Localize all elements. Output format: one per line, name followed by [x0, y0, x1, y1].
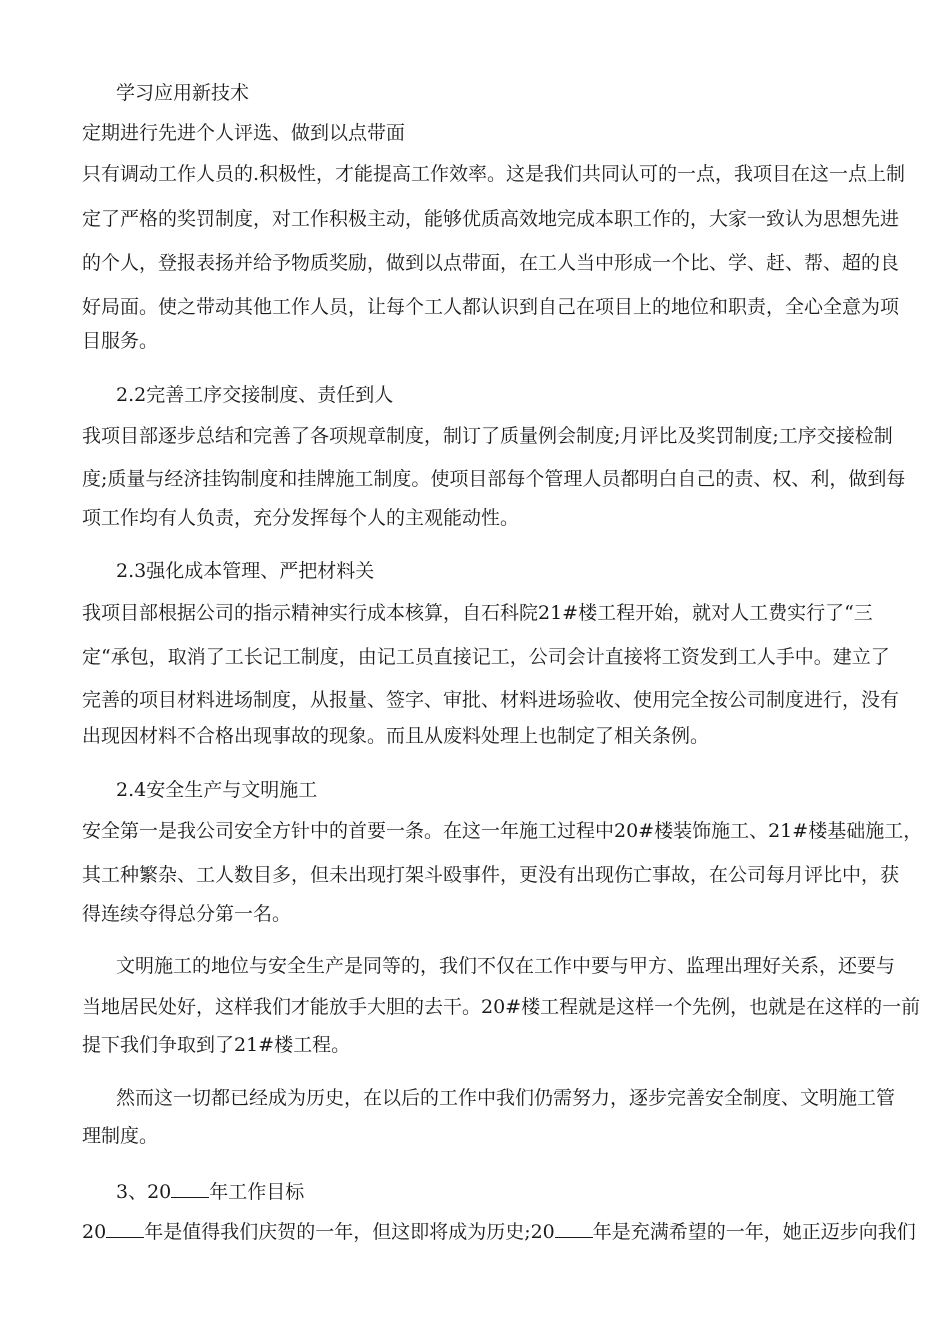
- blank-underline: [106, 1219, 144, 1238]
- para7-part-a: 20: [82, 1221, 107, 1243]
- para1-line5: 目服务。: [82, 330, 159, 352]
- blank-underline: [171, 1179, 209, 1198]
- para4-line1: 安全第一是我公司安全方针中的首要一条。在这一年施工过程中20#楼装饰施工、21#楼基础施工，: [82, 820, 923, 842]
- para5-line2: 当地居民处好，这样我们才能放手大胆的去干。20#楼工程就是这样一个先例，也就是在这样的一前: [82, 996, 921, 1018]
- heading-evaluate: 定期进行先进个人评选、做到以点带面: [82, 122, 406, 144]
- para1-line1: 只有调动工作人员的.积极性，才能提高工作效率。这是我们共同认可的一点，我项目在这一点上制: [82, 163, 906, 185]
- para4-line3: 得连续夺得总分第一名。: [82, 903, 292, 925]
- para1-line3: 的个人，登报表扬并给予物质奖励，做到以点带面，在工人当中形成一个比、学、赶、帮、超的良: [82, 252, 900, 274]
- para5-line1: 文明施工的地位与安全生产是同等的，我们不仅在工作中要与甲方、监理出理好关系，还要与: [116, 955, 896, 977]
- para2-line1: 我项目部逐步总结和完善了各项规章制度，制订了质量例会制度;月评比及奖罚制度;工序交接检制: [82, 425, 893, 447]
- heading-3-prefix: 3、20: [116, 1181, 172, 1203]
- para2-line3: 项工作均有人负责，充分发挥每个人的主观能动性。: [82, 507, 520, 529]
- para6-line2: 理制度。: [82, 1125, 159, 1147]
- heading-2-2: 2.2完善工序交接制度、责任到人: [116, 384, 394, 406]
- para7-part-c: 年是充满希望的一年，她正迈步向我们: [592, 1221, 916, 1243]
- heading-2-3: 2.3强化成本管理、严把材料关: [116, 560, 375, 582]
- para1-line4: 好局面。使之带动其他工作人员，让每个工人都认识到自己在项目上的地位和职责，全心全意为项: [82, 296, 900, 318]
- para7-part-b: 年是值得我们庆贺的一年，但这即将成为历史;20: [144, 1221, 555, 1243]
- heading-2-4: 2.4安全生产与文明施工: [116, 779, 318, 801]
- para5-line3: 提下我们争取到了21#楼工程。: [82, 1034, 351, 1056]
- para3-line2: 定“承包，取消了工长记工制度，由记工员直接记工，公司会计直接将工资发到工人手中。建立了: [82, 646, 890, 668]
- para2-line2: 度;质量与经济挂钩制度和挂牌施工制度。使项目部每个管理人员都明白自己的责、权、利，做到每: [82, 468, 906, 490]
- para3-line1: 我项目部根据公司的指示精神实行成本核算，自石科院21#楼工程开始，就对人工费实行了“三: [82, 602, 873, 624]
- para3-line4: 出现因材料不合格出现事故的现象。而且从废料处理上也制定了相关条例。: [82, 725, 710, 747]
- para4-line2: 其工种繁杂、工人数目多，但未出现打架斗殴事件，更没有出现伤亡事故，在公司每月评比中，获: [82, 864, 900, 886]
- blank-underline: [555, 1219, 593, 1238]
- para1-line2: 定了严格的奖罚制度，对工作积极主动，能够优质高效地完成本职工作的，大家一致认为思想先进: [82, 208, 900, 230]
- para3-line3: 完善的项目材料进场制度，从报量、签字、审批、材料进场验收、使用完全按公司制度进行，没有: [82, 689, 900, 711]
- para7-line1: [82, 1217, 916, 1247]
- heading-3-work-goals: [116, 1177, 872, 1207]
- heading-learn-new-tech: 学习应用新技术: [116, 82, 250, 104]
- heading-3-suffix: 年工作目标: [209, 1181, 305, 1203]
- para6-line1: 然而这一切都已经成为历史，在以后的工作中我们仍需努力，逐步完善安全制度、文明施工管: [116, 1087, 896, 1109]
